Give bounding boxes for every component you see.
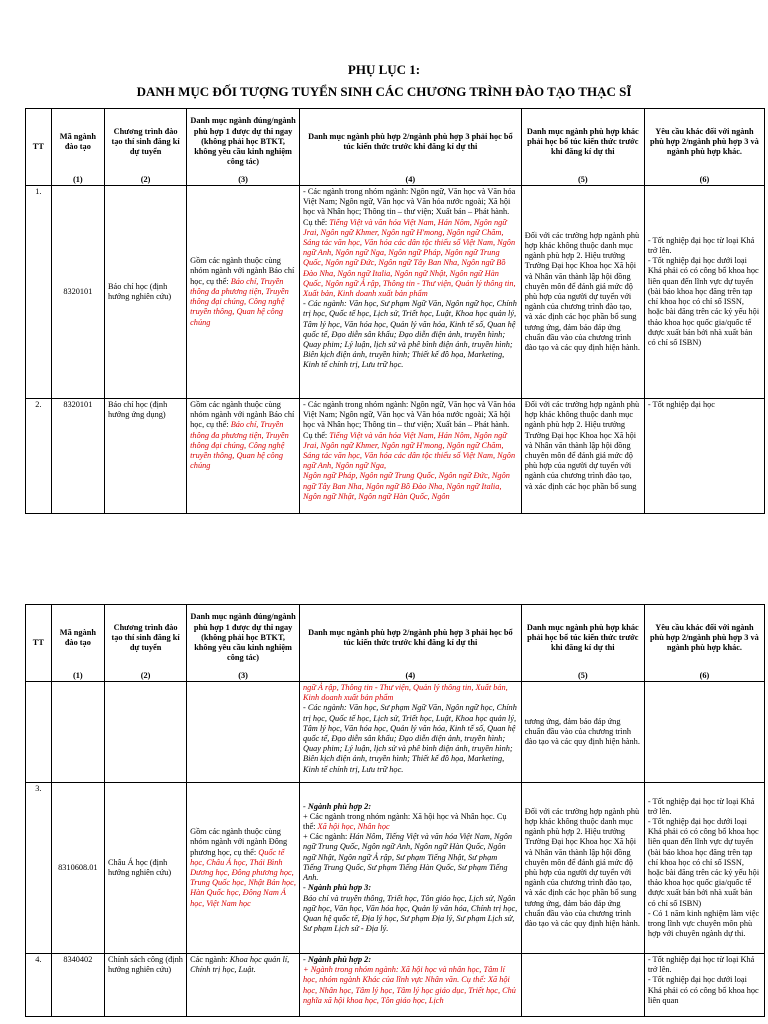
col-number: (2)	[105, 671, 187, 682]
col-number: (2)	[105, 175, 187, 186]
header-phu-hop-23: Danh mục ngành phù hợp 2/ngành phù hợp 3 phải học bổ túc kiến thức trước khi đăng kí dự thi	[300, 605, 522, 672]
suitable-majors-1: Gồm các ngành thuộc cùng nhóm ngành với ngành Báo chí học, cụ thể: Báo chí, Truyền thông đa phương tiện, Truyền thông đại chúng, Công nghệ truyền thông, Quan hệ công chúng	[187, 399, 300, 514]
other-requirements: - Tốt nghiệp đại học từ loại Khá trở lên. - Tốt nghiệp đại học dưới loại Khá phải có có công bố khoa học liên quan đến lĩnh vực dự tuyển (bài báo khoa học đăng trên tạp chí khoa học có chỉ số ISSN, hoặc bài đăng trên các kỷ yếu hội thảo khoa học quốc gia/quốc tế được xuất bản bởi nhà xuất bản có chỉ số ISBN)	[644, 186, 764, 399]
appendix-label: PHỤ LỤC 1:	[347, 62, 421, 77]
row-number: 3.	[26, 783, 52, 954]
program-code: 8340402	[51, 954, 104, 1017]
program-name: Báo chí học (định hướng nghiên cứu)	[105, 186, 187, 399]
program-name: Báo chí học (định hướng ứng dụng)	[105, 399, 187, 514]
header-tt: TT	[26, 605, 52, 682]
admission-table-page-1	[25, 108, 765, 514]
col-number: (5)	[521, 671, 644, 682]
col-number: (5)	[521, 175, 644, 186]
col-number: (4)	[300, 671, 522, 682]
other-majors: Đối với các trường hợp ngành phù hợp khác không thuộc danh mục ngành phù hợp 2. Hiệu trưởng Trường Đại học Khoa học Xã hội và Nhân văn thành lập hội đồng chuyên môn để đánh giá mức độ phù hợp của người dự tuyển với ngành của chương trình đào tạo, và xác định các học phần bổ sung	[521, 399, 644, 514]
suitable-majors-23: ngữ Ả rập, Thông tin - Thư viện, Quản lý thông tin, Xuất bản, Kinh doanh xuất bản phẩm - Các ngành: Văn học, Sư phạm Ngữ Văn, Ngôn ngữ học, Chính trị học, Quốc tế học, Lịch sử, Triết học, Luật, Khoa học quản lý, Tâm lý học, Văn hóa học, Quản lý văn hóa, Kinh tế số, Quan hệ quốc tế, Đạo diễn sân khấu; Đạo diễn điện ảnh, truyền hình; Quay phim; Lý luận, lịch sử và phê bình điện ảnh, truyền hình; Biên kịch điện ảnh, truyền hình; Thiết kế đồ họa, Marketing, Kinh tế chính trị, Lưu trữ học.	[300, 682, 522, 783]
row-number: 4.	[26, 954, 52, 1017]
table-row	[26, 186, 765, 399]
header-phu-hop-khac: Danh mục ngành phù hợp khác phải học bổ túc kiến thức trước khi đăng kí dự thi	[521, 605, 644, 672]
page-title: DANH MỤC ĐỐI TƯỢNG TUYỂN SINH CÁC CHƯƠNG TRÌNH ĐÀO TẠO THẠC SĨ	[136, 84, 632, 99]
header-phu-hop-1: Danh mục ngành đúng/ngành phù hợp 1 được dự thi ngay (không phải học BTKT, không yêu cầu kinh nghiệm công tác)	[187, 605, 300, 672]
program-code: 8320101	[51, 399, 104, 514]
row-number: 2.	[26, 399, 52, 514]
col-number: (3)	[187, 671, 300, 682]
row-number: 1.	[26, 186, 52, 399]
suitable-majors-1: Gồm các ngành thuộc cùng nhóm ngành với ngành Đông phương học, cụ thể: Quốc tế học, Châu Á học, Thái Bình Dương học, Đông phương học, Trung Quốc học, Nhật Bản học, Hàn Quốc học, Đông Nam Á học, Việt Nam học	[187, 783, 300, 954]
header-phu-hop-1: Danh mục ngành đúng/ngành phù hợp 1 được dự thi ngay (không phải học BTKT, không yêu cầu kinh nghiệm công tác)	[187, 109, 300, 176]
suitable-majors-23: - Các ngành trong nhóm ngành: Ngôn ngữ, Văn học và Văn hóa Việt Nam; Ngôn ngữ, Văn học và Văn hóa nước ngoài; Xã hội học và Nhân học; Thông tin – thư viện; Xuất bản – Phát hành. Cụ thể: Tiếng Việt và văn hóa Việt Nam, Hán Nôm, Ngôn ngữ Jrai, Ngôn ngữ Khmer, Ngôn ngữ H'mong, Ngôn ngữ Chăm, Sáng tác văn học, Văn hóa các dân tộc thiểu số Việt Nam, Ngôn ngữ Anh, Ngôn ngữ Nga, Ngôn ngữ Pháp, Ngôn ngữ Trung Quốc, Ngôn ngữ Đức, Ngôn ngữ Tây Ban Nha, Ngôn ngữ Bồ Đào Nha, Ngôn ngữ Italia, Ngôn ngữ Nhật, Ngôn ngữ Hàn Quốc, Ngôn ngữ Ả rập, Thông tin - Thư viện, Quản lý thông tin, Xuất bản, Kinh doanh xuất bản phẩm - Các ngành: Văn học, Sư phạm Ngữ Văn, Ngôn ngữ học, Chính trị học, Quốc tế học, Lịch sử, Triết học, Luật, Khoa học quản lý, Tâm lý học, Văn hóa học, Quản lý văn hóa, Kinh tế số, Quan hệ quốc tế, Đạo diễn sân khấu; Đạo diễn điện ảnh, truyền hình; Quay phim; Lý luận, lịch sử và phê bình điện ảnh, truyền hình; Biên kịch điện ảnh, truyền hình; Thiết kế đồ họa, Marketing, Kinh tế chính trị, Lưu trữ học.	[300, 186, 522, 399]
col-number: (6)	[644, 175, 764, 186]
table-row	[26, 783, 765, 954]
other-majors: Đối với các trường hợp ngành phù hợp khác không thuộc danh mục ngành phù hợp 2. Hiệu trưởng Trường Đại học Khoa học Xã hội và Nhân văn thành lập hội đồng chuyên môn để đánh giá mức độ phù hợp của người dự tuyển với ngành của chương trình đào tạo, và xác định các học phần bổ sung tương ứng, đảm bảo đáp ứng chuẩn đầu vào của chương trình đào tạo và các quy định hiện hành.	[521, 186, 644, 399]
header-tt: TT	[26, 109, 52, 186]
suitable-majors-23: - Ngành phù hợp 2: + Các ngành trong nhóm ngành: Xã hội học và Nhân học. Cụ thể: Xã hội học, Nhân học + Các ngành: Hán Nôm, Tiếng Việt và văn hóa Việt Nam, Ngôn ngữ Trung Quốc, Ngôn ngữ Anh, Ngôn ngữ Hàn Quốc, Ngôn ngữ Nhật, Ngôn ngữ Ả rập, Sư phạm Tiếng Nhật, Sư phạm Tiếng Trung Quốc, Sư phạm Tiếng Hàn Quốc, Sư phạm Tiếng Anh. - Ngành phù hợp 3: Báo chí và truyền thông, Triết học, Tôn giáo học, Lịch sử, Ngôn ngữ học, Văn học, Văn hóa học, Quản lý văn hóa, Chính trị học, Quan hệ quốc tế, Địa lý học, Sư phạm Địa lý, Sư phạm Lịch sử, Sư phạm Lịch sử - Địa lý.	[300, 783, 522, 954]
col-number: (6)	[644, 671, 764, 682]
suitable-majors-23: - Ngành phù hợp 2: + Ngành trong nhóm ngành: Xã hội học và nhân học, Tâm lí học, nhóm ngành Khác của lĩnh vực Nhân văn. Cụ thể: Xã hội học, Nhân học, Tâm lý học, Tâm lý học giáo dục, Triết học, Chủ nghĩa xã hội khoa học, Tôn giáo học, Lịch	[300, 954, 522, 1017]
header-chuong-trinh: Chương trình đào tạo thí sinh đăng kí dự tuyển	[105, 605, 187, 672]
suitable-majors-1: Gồm các ngành thuộc cùng nhóm ngành với ngành Báo chí học, cụ thể: Báo chí, Truyền thông đa phương tiện, Truyền thông đại chúng, Công nghệ truyền thông, Quan hệ công chúng	[187, 186, 300, 399]
header-chuong-trinh: Chương trình đào tạo thí sinh đăng kí dự tuyển	[105, 109, 187, 176]
header-yeu-cau: Yêu cầu khác đối với ngành phù hợp 2/ngành phù hợp 3 và ngành phù hợp khác.	[644, 109, 764, 176]
suitable-majors-1: Các ngành: Khoa học quản lí, Chính trị học, Luật.	[187, 954, 300, 1017]
col-number: (1)	[51, 175, 104, 186]
other-requirements: - Tốt nghiệp đại học từ loại Khá trở lên. - Tốt nghiệp đại học dưới loại Khá phải có có công bố khoa học liên quan	[644, 954, 764, 1017]
table-row	[26, 399, 765, 514]
program-name: Chính sách công (định hướng nghiên cứu)	[105, 954, 187, 1017]
header-phu-hop-khac: Danh mục ngành phù hợp khác phải học bổ túc kiến thức trước khi đăng kí dự thi	[521, 109, 644, 176]
table-row-continued	[26, 682, 765, 783]
program-code: 8320101	[51, 186, 104, 399]
program-name: Châu Á học (định hướng nghiên cứu)	[105, 783, 187, 954]
admission-table-page-2	[25, 604, 765, 1017]
other-majors: Đối với các trường hợp ngành phù hợp khác không thuộc danh mục ngành phù hợp 2. Hiệu trưởng Trường Đại học Khoa học Xã hội và Nhân văn thành lập hội đồng chuyên môn để đánh giá mức độ phù hợp của người dự tuyển với ngành của chương trình đào tạo, và xác định các học phần bổ sung tương ứng, đảm bảo đáp ứng chuẩn đầu vào của chương trình đào tạo và các quy định hiện hành.	[521, 783, 644, 954]
other-majors: tương ứng, đảm bảo đáp ứng chuẩn đầu vào của chương trình đào tạo và các quy định hiện hành.	[521, 682, 644, 783]
program-code: 8310608.01	[51, 783, 104, 954]
col-number: (1)	[51, 671, 104, 682]
col-number: (4)	[300, 175, 522, 186]
header-phu-hop-23: Danh mục ngành phù hợp 2/ngành phù hợp 3 phải học bổ túc kiến thức trước khi đăng kí dự thi	[300, 109, 522, 176]
col-number: (3)	[187, 175, 300, 186]
header-yeu-cau: Yêu cầu khác đối với ngành phù hợp 2/ngành phù hợp 3 và ngành phù hợp khác.	[644, 605, 764, 672]
suitable-majors-23: - Các ngành trong nhóm ngành: Ngôn ngữ, Văn học và Văn hóa Việt Nam; Ngôn ngữ, Văn học và Văn hóa nước ngoài; Xã hội học và Nhân học; Thông tin – thư viện; Xuất bản – Phát hành. Cụ thể: Tiếng Việt và văn hóa Việt Nam, Hán Nôm, Ngôn ngữ Jrai, Ngôn ngữ Khmer, Ngôn ngữ H'mong, Ngôn ngữ Chăm, Sáng tác văn học, Văn hóa các dân tộc thiểu số Việt Nam, Ngôn ngữ Anh, Ngôn ngữ Nga, Ngôn ngữ Pháp, Ngôn ngữ Trung Quốc, Ngôn ngữ Đức, Ngôn ngữ Tây Ban Nha, Ngôn ngữ Bồ Đào Nha, Ngôn ngữ Italia, Ngôn ngữ Nhật, Ngôn ngữ Hàn Quốc, Ngôn	[300, 399, 522, 514]
header-ma-nganh: Mã ngành đào tạo	[51, 109, 104, 176]
other-requirements: - Tốt nghiệp đại học	[644, 399, 764, 514]
other-requirements: - Tốt nghiệp đại học từ loại Khá trở lên. - Tốt nghiệp đại học dưới loại Khá phải có có công bố khoa học liên quan đến lĩnh vực dự tuyển (bài báo khoa học đăng trên tạp chí khoa học có chỉ số ISSN, hoặc bài đăng trên các kỷ yếu hội thảo khoa học quốc gia/quốc tế được xuất bản bởi nhà xuất bản có chỉ số ISBN) - Có 1 năm kinh nghiệm làm việc trong lĩnh vực chuyên môn phù hợp với chuyên ngành dự thi.	[644, 783, 764, 954]
header-ma-nganh: Mã ngành đào tạo	[51, 605, 104, 672]
table-row	[26, 954, 765, 1017]
